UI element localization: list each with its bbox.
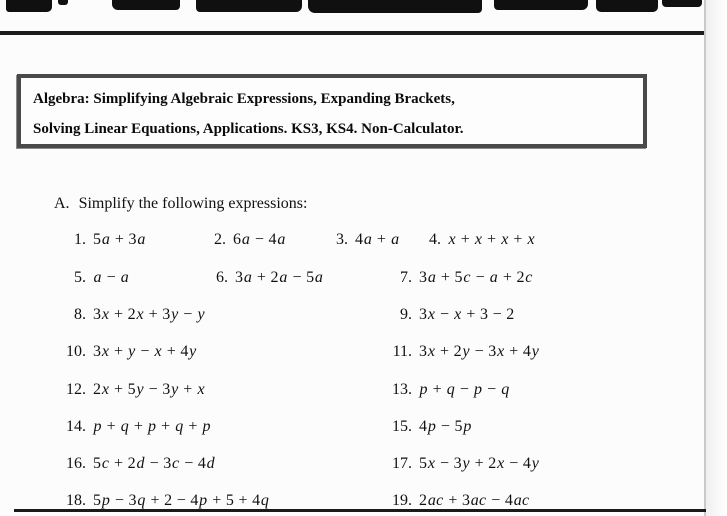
problem-row <box>0 306 727 330</box>
problem-number: 8. <box>74 306 86 323</box>
problem-expression: a − a <box>93 269 130 286</box>
problem-number: 14. <box>66 418 86 435</box>
problem-expression: 3a + 2a − 5a <box>235 269 324 286</box>
problem-item <box>56 269 130 287</box>
worksheet-title-line-1: Algebra: Simplifying Algebraic Expressions, Expanding Brackets, <box>33 91 455 107</box>
problem-number: 2. <box>214 231 226 248</box>
problem-row <box>0 418 727 442</box>
problem-item <box>56 455 215 473</box>
problem-number: 16. <box>66 455 86 472</box>
problem-expression: 3x + y − x + 4y <box>93 343 197 360</box>
top-horizontal-rule <box>0 31 706 35</box>
problem-row <box>0 455 727 479</box>
problem-expression: p + q + p + q + p <box>93 418 211 435</box>
problem-number: 7. <box>400 269 412 286</box>
worksheet-title-line-2: Solving Linear Equations, Applications. KS3, KS4. Non-Calculator. <box>33 121 464 137</box>
problem-item <box>318 231 400 249</box>
section-a-instruction-text: Simplify the following expressions: <box>78 195 308 212</box>
problem-number: 1. <box>74 231 86 248</box>
torn-paper-edge-mark <box>494 0 588 10</box>
problem-expression: 6a − 4a <box>233 231 286 248</box>
problem-expression: 3x + 2y − 3x + 4y <box>419 343 540 360</box>
problem-number: 11. <box>392 343 412 360</box>
problem-expression: x + x + x + x <box>448 231 535 248</box>
problem-expression: p + q − p − q <box>419 381 510 398</box>
problem-number: 12. <box>66 381 86 398</box>
problem-number: 15. <box>392 418 412 435</box>
torn-paper-edge-mark <box>112 0 180 10</box>
problem-row <box>0 231 727 255</box>
problem-number: 6. <box>216 269 228 286</box>
problem-number: 18. <box>66 492 86 509</box>
bottom-horizontal-rule <box>14 509 706 512</box>
problem-item <box>382 381 510 399</box>
problem-expression: 2x + 5y − 3y + x <box>93 381 205 398</box>
problem-expression: 4p − 5p <box>419 418 472 435</box>
problem-expression: 2ac + 3ac − 4ac <box>419 492 530 509</box>
problem-number: 13. <box>392 381 412 398</box>
problem-item <box>56 343 197 361</box>
problem-item <box>56 381 205 399</box>
problem-number: 4. <box>429 231 441 248</box>
problem-expression: 3x + 2x + 3y − y <box>93 306 205 323</box>
problem-expression: 5c + 2d − 3c − 4d <box>93 455 215 472</box>
worksheet-title-box <box>17 74 647 148</box>
problem-expression: 5a + 3a <box>93 231 146 248</box>
section-a-instruction <box>54 195 307 213</box>
problem-row <box>0 381 727 405</box>
problem-item <box>382 343 540 361</box>
torn-paper-edge-mark <box>308 0 482 13</box>
problem-item <box>382 418 472 436</box>
problem-expression: 3x − x + 3 − 2 <box>419 306 515 323</box>
problem-number: 5. <box>74 269 86 286</box>
torn-paper-edge-mark <box>196 0 302 12</box>
problem-row <box>0 343 727 367</box>
problem-number: 19. <box>392 492 412 509</box>
problem-item <box>56 306 205 324</box>
problem-row <box>0 269 727 293</box>
torn-paper-edge-mark <box>6 0 52 12</box>
problem-item <box>56 231 146 249</box>
section-a-label: A. <box>54 195 70 212</box>
problem-number: 10. <box>66 343 86 360</box>
problem-item <box>382 306 515 324</box>
problem-item <box>196 231 286 249</box>
problem-item <box>56 418 211 436</box>
torn-paper-edge-mark <box>58 0 68 5</box>
torn-paper-edge-mark <box>596 0 658 12</box>
problem-expression: 4a + a <box>355 231 400 248</box>
problem-expression: 3a + 5c − a + 2c <box>419 269 533 286</box>
problem-item <box>56 492 270 510</box>
problem-number: 9. <box>400 306 412 323</box>
problem-item <box>198 269 324 287</box>
problem-expression: 5p − 3q + 2 − 4p + 5 + 4q <box>93 492 270 509</box>
problem-item <box>411 231 535 249</box>
problem-item <box>382 492 530 510</box>
problem-item <box>382 455 540 473</box>
problem-number: 17. <box>392 455 412 472</box>
problem-row <box>0 492 727 516</box>
problem-number: 3. <box>336 231 348 248</box>
problem-expression: 5x − 3y + 2x − 4y <box>419 455 540 472</box>
torn-paper-edge-mark <box>662 0 702 7</box>
problem-item <box>382 269 533 287</box>
